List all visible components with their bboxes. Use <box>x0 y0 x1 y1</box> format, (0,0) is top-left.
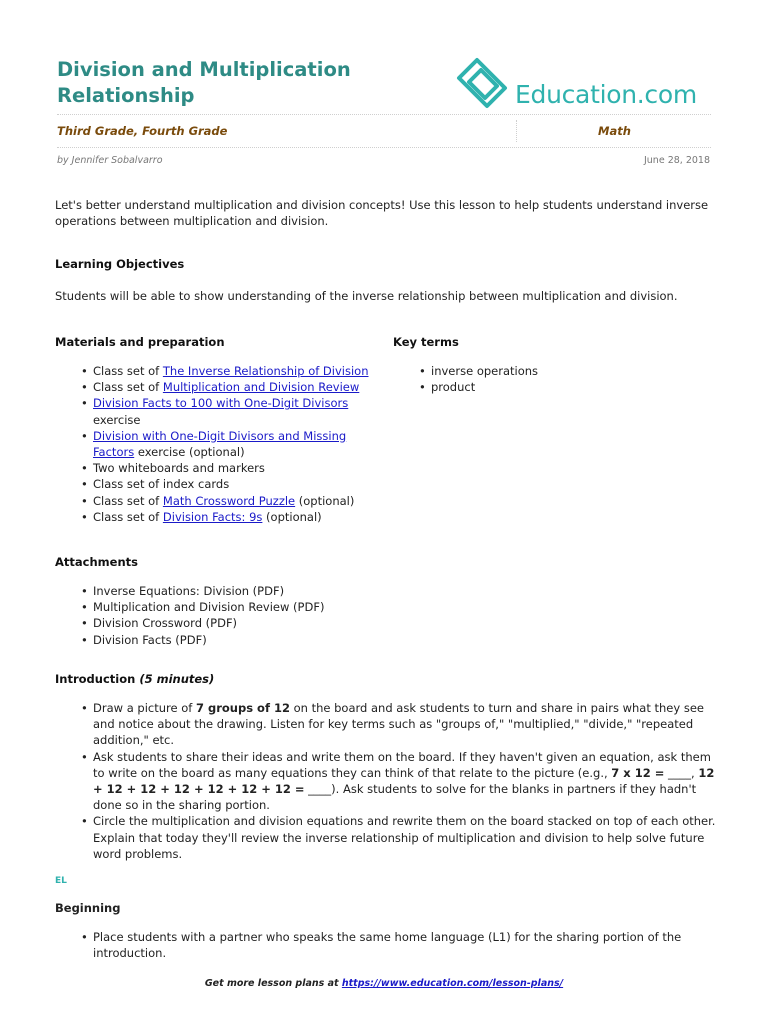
material-link[interactable]: The Inverse Relationship of Division <box>162 364 369 378</box>
introduction-list <box>55 700 723 862</box>
list-item: • Circle the multiplication and division equations and rewrite them on the board stacked on top of each other. Explain that today they'll review the inverse relationship of multiplication and division to help solve future word problems. <box>55 813 723 862</box>
material-link[interactable]: Division with One-Digit Divisors and Missing Factors <box>93 428 347 460</box>
grade-level: Third Grade, Fourth Grade <box>57 124 228 138</box>
list-item: • Class set of Multiplication and Division Review <box>55 379 385 395</box>
education-logo[interactable] <box>455 56 715 112</box>
material-link[interactable]: Multiplication and Division Review <box>162 380 360 395</box>
introduction-heading: Introduction (5 minutes) <box>55 672 215 686</box>
material-link[interactable]: Math Crossword Puzzle <box>162 493 296 508</box>
learning-objectives-heading: Learning Objectives <box>55 257 185 271</box>
key-terms-heading: Key terms <box>393 335 459 349</box>
key-terms-list <box>393 363 693 395</box>
list-item: • Class set of index cards <box>55 476 385 492</box>
divider <box>516 120 517 142</box>
list-item: • Division Facts to 100 with One-Digit Divisors exercise <box>55 395 385 427</box>
list-item: • Class set of The Inverse Relationship of Division <box>55 363 385 379</box>
list-item: • Draw a picture of 7 groups of 12 on the board and ask students to turn and share in pairs what they see and notice about the drawing. Listen for key terms such as "groups of," "multiplied," "divide," "repeated addition," etc. <box>55 700 723 749</box>
attachments-heading: Attachments <box>55 555 138 569</box>
beginning-list <box>55 929 723 961</box>
divider <box>57 114 711 115</box>
materials-list <box>55 363 385 525</box>
materials-heading: Materials and preparation <box>55 335 225 349</box>
footer: Get more lesson plans at https://www.education.com/lesson-plans/ <box>204 978 564 989</box>
publish-date: June 28, 2018 <box>643 155 710 166</box>
list-item: • Division with One-Digit Divisors and Missing Factors exercise (optional) <box>55 428 385 460</box>
author: by Jennifer Sobalvarro <box>57 155 163 166</box>
logo-text: Education.com <box>515 80 697 109</box>
intro-paragraph: Let's better understand multiplication and division concepts! Use this lesson to help students understand inverse operations between multiplication and division. <box>55 198 709 229</box>
beginning-heading: Beginning <box>55 901 121 915</box>
material-link[interactable]: Division Facts: 9s <box>162 509 263 524</box>
list-item: • Ask students to share their ideas and write them on the board. If they haven't given an equation, ask them to write on the board as many equations they can think of that relate to the picture (e.g., 7 x 12 = ____, 12 + 12 + 12 + 12 + 12 + 12 + 12 = ____). Ask students to solve for the blanks in partners if they hadn't done so in the sharing portion. <box>55 749 723 814</box>
attachments-list <box>55 583 715 648</box>
list-item: • Inverse Equations: Division (PDF) <box>55 583 715 599</box>
learning-objectives-text: Students will be able to show understanding of the inverse relationship between multiplication and division. <box>55 289 678 303</box>
list-item: • Multiplication and Division Review (PDF) <box>55 599 715 615</box>
material-link[interactable]: Division Facts to 100 with One-Digit Divisors <box>93 396 349 411</box>
list-item: • inverse operations <box>393 363 693 379</box>
page-title: Division and Multiplication Relationship <box>57 58 351 107</box>
list-item: • Division Crossword (PDF) <box>55 615 715 631</box>
subject: Math <box>598 124 631 138</box>
footer-link[interactable]: https://www.education.com/lesson-plans/ <box>341 978 564 989</box>
education-logo-icon <box>455 56 517 112</box>
divider <box>57 147 711 148</box>
list-item: • product <box>393 379 693 395</box>
introduction-duration: (5 minutes) <box>139 672 215 686</box>
list-item: • Class set of Math Crossword Puzzle (optional) <box>55 493 385 509</box>
list-item: • Division Facts (PDF) <box>55 632 715 648</box>
list-item: • Place students with a partner who speaks the same home language (L1) for the sharing portion of the introduction. <box>55 929 723 961</box>
list-item: • Class set of Division Facts: 9s (optional) <box>55 509 385 525</box>
el-label: EL <box>55 876 67 886</box>
list-item: • Two whiteboards and markers <box>55 460 385 476</box>
